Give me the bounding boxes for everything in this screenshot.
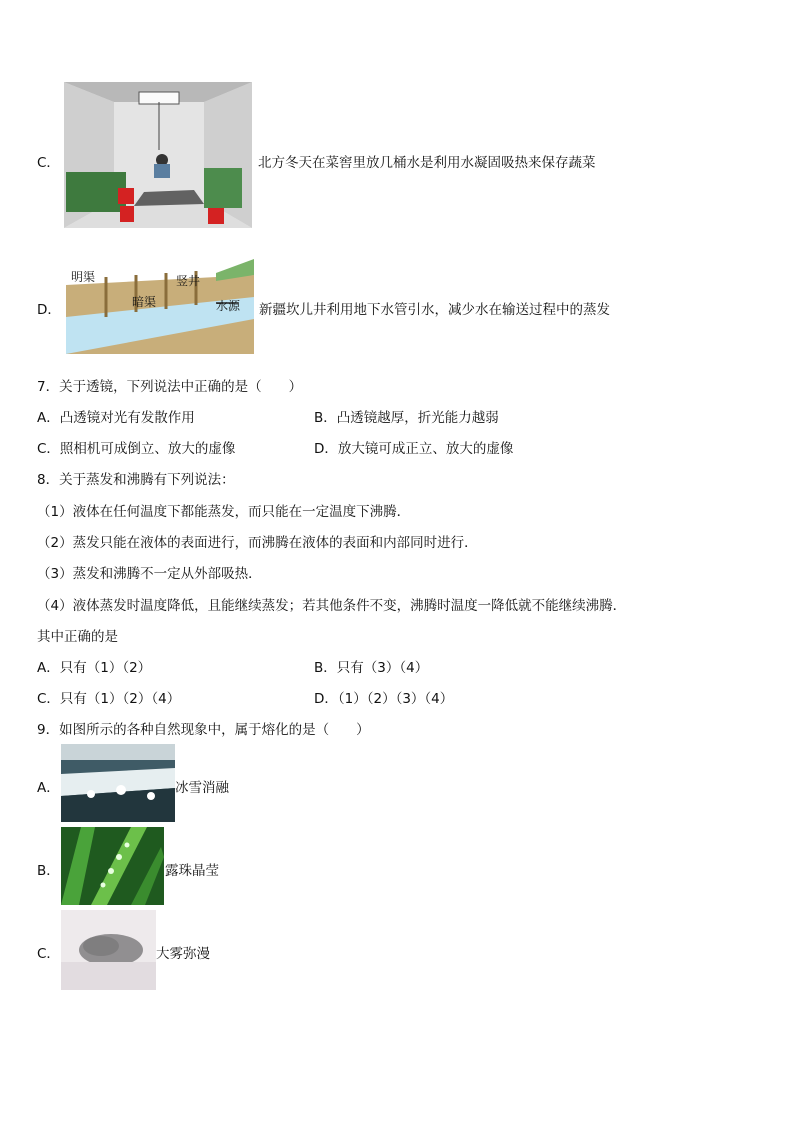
q8-option-a: A．只有（1）（2） [37, 660, 152, 676]
q8-statement-3: （3）蒸发和沸腾不一定从外部吸热． [37, 566, 262, 582]
q8-statement-2: （2）蒸发只能在液体的表面进行，而沸腾在液体的表面和内部同时进行． [37, 535, 478, 551]
q9-option-a-text: 冰雪消融 [175, 780, 229, 796]
q9-stem: 9．如图所示的各种自然现象中，属于熔化的是（ ） [37, 722, 370, 738]
q7-stem: 7．关于透镜，下列说法中正确的是（ ） [37, 379, 303, 395]
dewdrops-photo [61, 827, 164, 905]
q7-option-d: D．放大镜可成正立、放大的虚像 [314, 441, 514, 457]
q9-option-c-text: 大雾弥漫 [156, 946, 210, 962]
vegetable-cellar-image [64, 82, 252, 228]
q8-stem: 8．关于蒸发和沸腾有下列说法： [37, 472, 235, 488]
karez-label-shaft: 竖井 [176, 274, 201, 288]
q8-option-d: D．（1）（2）（3）（4） [314, 691, 454, 707]
q9-option-b-text: 露珠晶莹 [165, 863, 219, 879]
q7-option-a: A．凸透镜对光有发散作用 [37, 410, 195, 426]
karez-label-hidden-channel: 暗渠 [132, 295, 157, 309]
karez-label-water-source: 水源 [216, 299, 241, 313]
q6-option-c-label: C． [37, 155, 60, 171]
q8-option-c: C．只有（1）（2）（4） [37, 691, 181, 707]
q8-statement-1: （1）液体在任何温度下都能蒸发，而只能在一定温度下沸腾． [37, 504, 411, 520]
q9-option-b-label: B． [37, 863, 60, 879]
q8-statement-4: （4）液体蒸发时温度降低，且能继续蒸发；若其他条件不变，沸腾时温度一降低就不能继续沸腾． [37, 598, 627, 614]
q6-option-d-label: D． [37, 302, 61, 318]
q6-option-d-text: 新疆坎儿井利用地下水管引水，减少水在输送过程中的蒸发 [259, 302, 610, 318]
q9-option-a-label: A． [37, 780, 60, 796]
q8-option-b: B．只有（3）（4） [314, 660, 429, 676]
q8-prompt: 其中正确的是 [37, 629, 118, 645]
q7-option-c: C．照相机可成倒立、放大的虚像 [37, 441, 236, 457]
q6-option-c-text: 北方冬天在菜窖里放几桶水是利用水凝固吸热来保存蔬菜 [258, 155, 596, 171]
heavy-fog-photo [61, 910, 156, 990]
q7-option-b: B．凸透镜越厚，折光能力越弱 [314, 410, 499, 426]
karez-label-open-channel: 明渠 [71, 270, 96, 284]
q9-option-c-label: C． [37, 946, 60, 962]
melting-ice-snow-photo [61, 744, 175, 822]
